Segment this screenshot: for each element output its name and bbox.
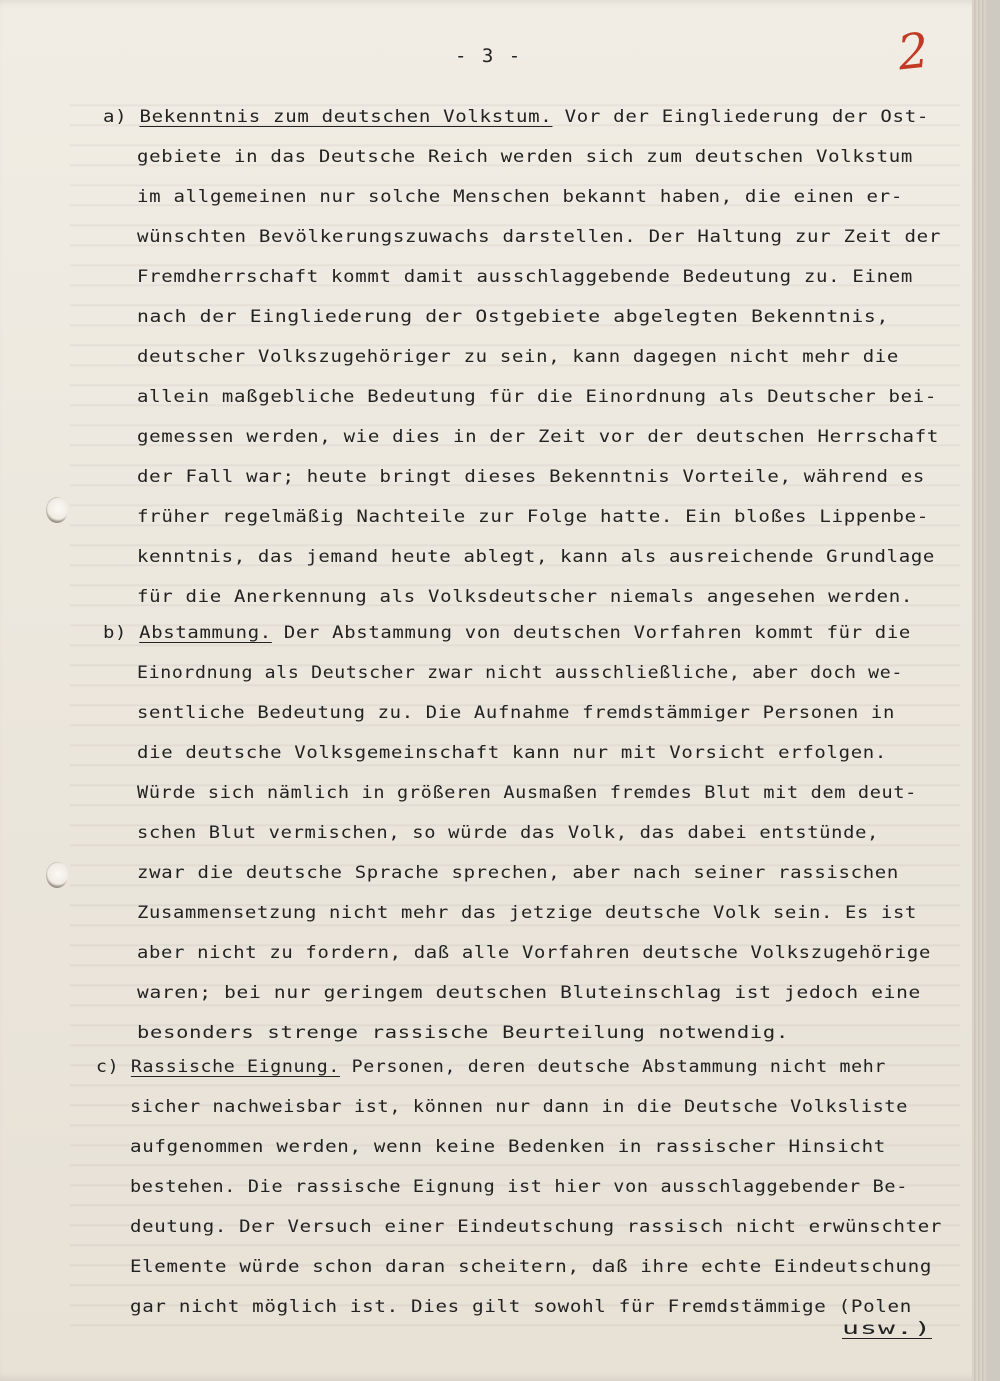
text-line <box>137 386 937 408</box>
line-text: Fremdherrschaft kommt damit ausschlaggebende Bedeutung zu. Einem <box>137 267 913 286</box>
text-line <box>842 1318 932 1340</box>
text-line <box>130 1296 912 1318</box>
page-stack-edge <box>972 0 986 1381</box>
text-line <box>137 822 879 844</box>
text-line <box>130 1256 932 1278</box>
text-line <box>137 226 941 248</box>
text-line <box>137 782 917 804</box>
section-heading: Abstammung. <box>139 623 272 642</box>
line-text: die deutsche Volksgemeinschaft kann nur mit Vorsicht erfolgen. <box>137 743 887 762</box>
text-line <box>137 306 889 328</box>
section-heading: Rassische Eignung. <box>130 1057 340 1076</box>
text-line <box>137 466 925 488</box>
text-line <box>137 346 899 368</box>
line-text: bestehen. Die rassische Eignung ist hier von ausschlaggebender Be- <box>130 1177 909 1196</box>
line-text: wünschten Bevölkerungszuwachs darstellen. Der Haltung zur Zeit der <box>137 227 942 246</box>
text-line <box>137 586 913 608</box>
text-line <box>130 1096 908 1118</box>
line-text: Personen, deren deutsche Abstammung nicht mehr <box>339 1057 886 1076</box>
text-line <box>137 742 887 764</box>
text-line <box>137 982 921 1004</box>
line-text: besonders strenge rassische Beurteilung notwendig. <box>137 1023 789 1042</box>
line-text: deutscher Volkszugehöriger zu sein, kann dagegen nicht mehr die <box>137 347 900 366</box>
list-label: a) <box>103 107 140 126</box>
text-line <box>137 146 913 168</box>
line-text: zwar die deutsche Sprache sprechen, aber nach seiner rassischen <box>137 863 900 882</box>
line-text: gar nicht möglich ist. Dies gilt sowohl für Fremdstämmige (Polen <box>130 1297 912 1316</box>
text-line <box>96 1056 886 1078</box>
line-text: deutung. Der Versuch einer Eindeutschung rassisch nicht erwünschter <box>130 1217 942 1236</box>
line-text: aufgenommen werden, wenn keine Bedenken in rassischer Hinsicht <box>130 1137 886 1156</box>
text-line <box>130 1216 942 1238</box>
text-line <box>137 942 931 964</box>
line-text: Der Abstammung von deutschen Vorfahren kommt für die <box>271 623 911 642</box>
text-line <box>103 106 929 128</box>
line-text: im allgemeinen nur solche Menschen bekannt haben, die einen er- <box>137 187 903 206</box>
line-text: Vor der Eingliederung der Ost- <box>552 107 929 126</box>
line-text: Würde sich nämlich in größeren Ausmaßen fremdes Blut mit dem deut- <box>137 783 917 802</box>
line-text: gebiete in das Deutsche Reich werden sich zum deutschen Volkstum <box>137 147 913 166</box>
list-label: c) <box>96 1057 131 1076</box>
text-line <box>137 266 913 288</box>
line-text: der Fall war; heute bringt dieses Bekenntnis Vorteile, während es <box>137 467 925 486</box>
line-text: Einordnung als Deutscher zwar nicht ausschließliche, aber doch we- <box>137 663 903 682</box>
text-line <box>137 546 935 568</box>
text-line <box>137 426 939 448</box>
text-line <box>103 622 911 644</box>
text-line <box>137 702 895 724</box>
line-text: für die Anerkennung als Volksdeutscher niemals angesehen werden. <box>137 587 913 606</box>
line-text: kenntnis, das jemand heute ablegt, kann als ausreichende Grundlage <box>137 547 935 566</box>
text-line <box>130 1136 886 1158</box>
line-text: Elemente würde schon daran scheitern, daß ihre echte Eindeutschung <box>130 1257 932 1276</box>
handwritten-folio-number: 2 <box>895 22 932 82</box>
line-text: sicher nachweisbar ist, können nur dann in die Deutsche Volksliste <box>130 1097 909 1116</box>
line-text: aber nicht zu fordern, daß alle Vorfahren deutsche Volkszugehörige <box>137 943 931 962</box>
page-number: - 3 - <box>455 45 523 67</box>
line-text: gemessen werden, wie dies in der Zeit vor der deutschen Herrschaft <box>137 427 939 446</box>
text-line <box>137 862 899 884</box>
text-line <box>137 1022 789 1044</box>
text-line <box>137 662 903 684</box>
text-line <box>130 1176 908 1198</box>
line-text: Zusammensetzung nicht mehr das jetzige deutsche Volk sein. Es ist <box>137 903 917 922</box>
list-label: b) <box>103 623 140 642</box>
line-text: waren; bei nur geringem deutschen Bluteinschlag ist jedoch eine <box>137 983 921 1002</box>
text-line <box>137 902 917 924</box>
text-line <box>137 506 929 528</box>
line-text: sentliche Bedeutung zu. Die Aufnahme fremdstämmiger Personen in <box>137 703 895 722</box>
line-text: schen Blut vermischen, so würde das Volk, das dabei entstünde, <box>137 823 879 842</box>
text-line <box>137 186 903 208</box>
section-heading: usw.) <box>842 1319 932 1338</box>
line-text: allein maßgebliche Bedeutung für die Einordnung als Deutscher bei- <box>137 387 937 406</box>
section-heading: Bekenntnis zum deutschen Volkstum. <box>139 107 553 126</box>
line-text: früher regelmäßig Nachteile zur Folge hatte. Ein bloßes Lippenbe- <box>137 507 929 526</box>
line-text: nach der Eingliederung der Ostgebiete abgelegten Bekenntnis, <box>137 307 889 326</box>
